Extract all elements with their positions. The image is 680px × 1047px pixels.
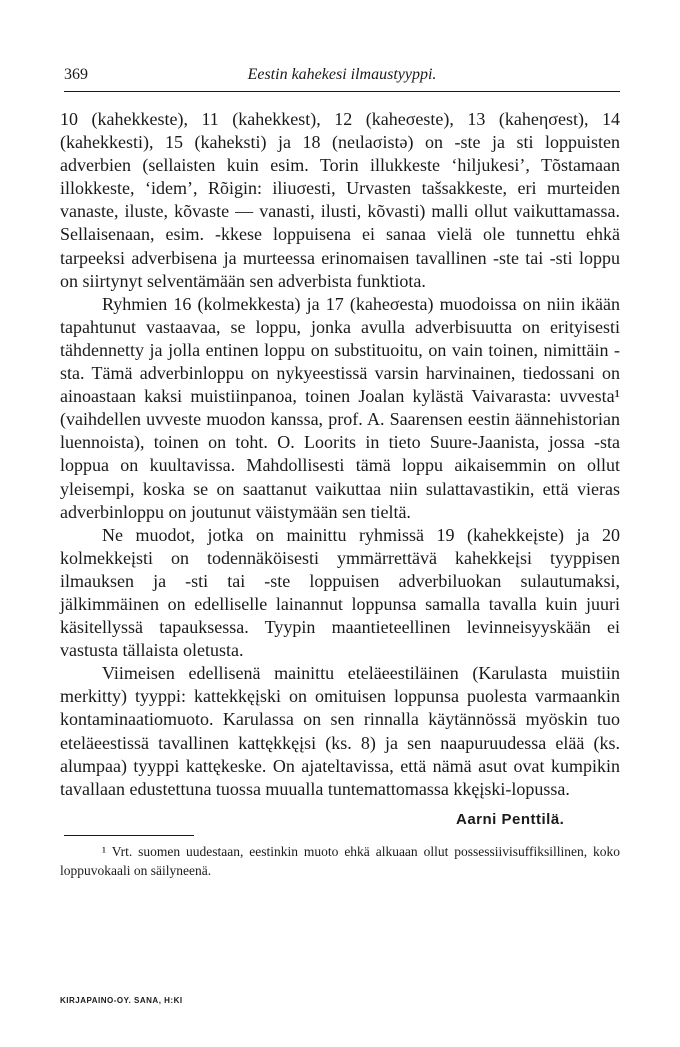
paragraph-groups-16-17: Ryhmien 16 (kolmekkesta) ja 17 (kaheσesta) muodoissa on niin ikään tapahtunut vastaavaa, se loppu, jonka avulla adverbisuutta on erityisesti tähdennetty ja jolla entinen loppu on substituoitu, on vain toinen, nimittäin -sta. Tämä adverbinloppu on nykyeestissä varsin harvinainen, tiedossani on ainoastaan kaksi muistiinpanoa, toinen Joalan kylästä Vaivarasta: uvvesta¹ (vaihdellen uvveste muodon kanssa, prof. A. Saarensen eestin äännehistorian luennoista), toinen on toht. O. Loorits in tieto Suure-Jaanista, jossa -sta loppua on kuultavissa. Mahdollisesti tämä loppu aikaisemmin on ollut yleisempi, koska se on saattanut vaikuttaa niin sulattavastikin, että vieras adverbinloppu on joutunut väistymään sen tieltä.: [60, 293, 620, 522]
paragraph-groups-19-20: Ne muodot, jotka on mainittu ryhmissä 19 (kahekkeįste) ja 20 kolmekkeįsti on todennäköisesti ymmärrettävä kahekkeįsi tyyppisen ilmauksen ja -sti tai -ste loppuisen adverbiluokan sulautumaksi, jälkimmäinen on edelliselle lainannut loppunsa samalla tavalla kuin juuri käsitellyssä tapauksessa. Tyypin maantieteellinen levinneisyyskään ei vastusta tällaista oletusta.: [60, 524, 620, 661]
page-number: 369: [64, 66, 88, 83]
footnote: ¹ Vrt. suomen uudestaan, eestinkin muoto ehkä alkuaan ollut possessiivisuffiksillinen, koko loppuvokaali on säilyneenä.: [60, 844, 620, 878]
footnote-rule: [64, 835, 194, 836]
header-rule: [64, 91, 620, 92]
author-signature: Aarni Penttilä.: [456, 811, 565, 828]
paragraph-karula-type: Viimeisen edellisenä mainittu eteläeestiläinen (Karulasta muistiin merkitty) tyyppi: kattekkęįski on omituisen loppunsa puolesta varmaankin kontaminaatiomuoto. Karulassa on sen rinnalla käytännössä myöskin tuo eteläeestissä tavallinen kattękkęįsi (ks. 8) ja sen naapuruudessa elää (ks. alumpaa) tyyppi kattękeske. On ajateltavissa, että nämä asut ovat kumpikin tavallaan edustettuna tuossa muualla tuntemattomassa kkęįski-lopussa.: [60, 663, 620, 799]
body-text: [60, 108, 620, 801]
page-header: [64, 66, 620, 90]
printer-imprint: KIRJAPAINO-OY. SANA, H:KI: [60, 996, 183, 1005]
paragraph-groups-10-18: 10 (kahekkeste), 11 (kahekkest), 12 (kaheσeste), 13 (kaheησest), 14 (kahekkesti), 15 (kaheksti) ja 18 (neιlaσistə) on -ste ja sti loppuisten adverbien (sellaisten kuin esim. Torin illukkeste ‘hiljukesi’, Tõstamaan illokkeste, ‘idem’, Rõigin: iliuσesti, Urvasten tašsakkeste, eri murteiden vanaste, iluste, kõvaste — vanasti, ilusti, kõvasti) malli ollut vaikuttamassa. Sellaisenaan, esim. -kkese loppuisena ei sanaa vielä ole tunnettu ehkä tarpeeksi adverbisena ja murteessa erinomaisen tavallinen -ste tai -sti loppu on siirtynyt selventämään sen adverbista funktiota.: [60, 109, 620, 291]
running-head: Eestin kahekesi ilmaustyyppi.: [247, 66, 437, 83]
